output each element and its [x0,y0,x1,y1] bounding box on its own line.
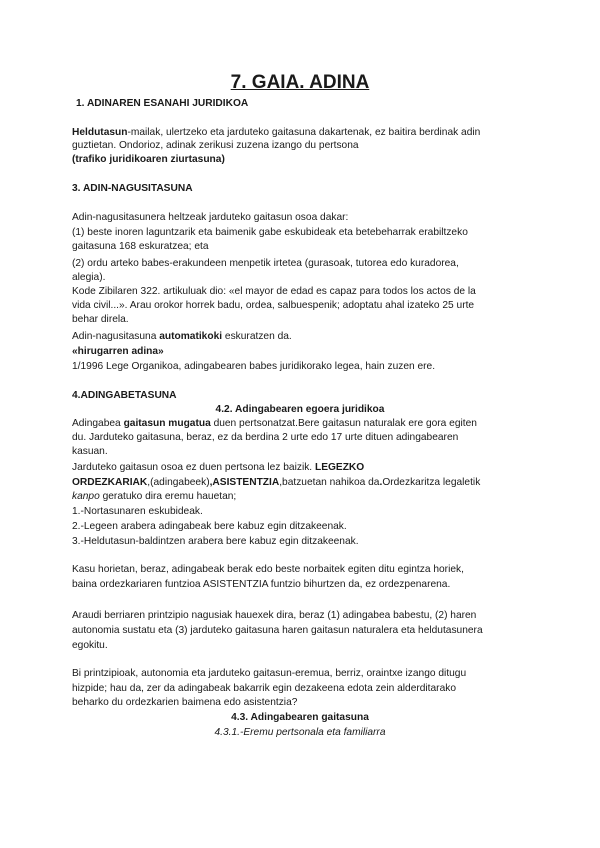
s4-line-5-b: ,(adingabeek) [147,477,210,488]
heldutasun-term: Heldutasun [72,127,128,138]
s4-line-1-a: Adingabea [72,418,124,429]
s1-line-3: (trafiko juridikoaren ziurtasuna) [72,154,225,165]
s3-line-4: (2) ordu arteko babes-erakundeen menpetik irtetea (gurasoak, tutorea edo kuradorea, [72,258,459,269]
s4-line-11: baina ordezkariaren funtzioa ASISTENTZIA funtzio bihurtzen da, ez ordezpenarena. [72,579,451,590]
gaitasun-mugatua-term: gaitasun mugatua [123,418,211,429]
s4-line-17: beharko du ordezkarien baimena edo asistentzia? [72,697,298,708]
s4-line-15: Bi printzipioak, autonomia eta jarduteko gaitasun-eremua, berriz, oraintxe izango ditugu [72,668,467,679]
s4-list-item-2: 2.-Legeen arabera adingabeak bere kabuz egin ditzakeenak. [72,521,347,532]
asistentzia-term: ,ASISTENTZIA [209,477,280,488]
s3-line-1: Adin-nagusitasunera heltzeak jarduteko gaitasun osoa dakar: [72,212,349,223]
s4-line-1 [72,418,477,430]
s3-line-9 [72,331,292,343]
section-4-heading: 4.ADINGABETASUNA [72,390,177,401]
s3-line-3: gaitasuna 168 eskuratzea; eta [72,241,209,252]
s4-line-5-f: Ordezkaritza legaletik [382,477,481,488]
s4-line-12: Araudi berriaren printzipio nagusiak hauexek dira, beraz (1) adingabea babestu, (2) haren [72,610,477,621]
s4-line-13: autonomia sustatu eta (3) jarduteko gaitasuna haren gaitasun naturalera eta heldutasunera [72,625,483,636]
s3-line-2: (1) beste inoren laguntzarik eta baimenik gabe eskubideak eta betebeharrak erabiltzeko [72,227,468,238]
s3-line-5: alegia). [72,272,106,283]
s1-line-2: guztietan. Ondorioz, adinak zerikusi zuzena izango du pertsona [72,140,359,151]
s4-line-4-a: Jarduteko gaitasun osoa ez duen pertsona lez baizik. [72,462,315,473]
s1-line-1 [72,127,480,139]
s4-line-6-b: geratuko dira eremu hauetan; [99,491,237,502]
s4-line-16: hizpide; hau da, zer da adingabeak bakarrik egin dezakeena edota zein alderditarako [72,683,456,694]
subsection-4-3-heading: 4.3. Adingabearen gaitasuna [231,712,369,723]
s4-line-5 [72,477,480,489]
s3-line-9-a: Adin-nagusitasuna [72,331,160,342]
s3-line-10: «hirugarren adina» [72,346,164,357]
s4-line-5-dot: . [379,477,383,488]
section-3-heading: 3. ADIN-NAGUSITASUNA [72,183,193,194]
s4-line-14: egokitu. [72,640,108,651]
s4-line-10: Kasu horietan, beraz, adingabeak berak edo beste norbaitek egiten ditu egintza horiek, [72,564,464,575]
s1-line-1-text: -mailak, ulertzeko eta jarduteko gaitasuna dakartenak, ez baitira berdinak adin [127,127,481,138]
s4-list-item-1: 1.-Nortasunaren eskubideak. [72,506,203,517]
legezko-term: LEGEZKO [314,462,365,473]
automatikoki-term: automatikoki [159,331,223,342]
s4-line-3: kasuan. [72,446,108,457]
document-title: 7. GAIA. ADINA [230,72,370,93]
s4-line-2: du. Jarduteko gaitasuna, beraz, ez da berdina 2 urte edo 17 urte dituen adingabearen [72,432,459,443]
kanpo-term: kanpo [72,491,100,502]
s3-line-9-c: eskuratzen da. [222,331,292,342]
s4-line-4 [72,462,364,474]
s4-line-1-c: duen pertsonatzat.Bere gaitasun naturalak ere gora egiten [210,418,477,429]
s4-list-item-3: 3.-Heldutasun-baldintzen arabera bere kabuz egin ditzakeenak. [72,536,359,547]
ordezkariak-term: ORDEZKARIAK [72,477,148,488]
s3-line-6: Kode Zibilaren 322. artikuluak dio: «el mayor de edad es capaz para todos los actos de la [72,286,476,297]
s3-line-8: behar direla. [72,314,129,325]
s4-line-6 [72,491,236,503]
subsection-4-3-1-heading: 4.3.1.-Eremu pertsonala eta familiarra [214,727,386,738]
s3-line-7: vida civil...». Arau orokor horrek badu, ordea, salbuespenik; adoptatu ahal izateko 25 urte [72,300,475,311]
s3-line-11: 1/1996 Lege Organikoa, adingabearen babes juridikorako legea, hain zuzen ere. [72,361,436,372]
section-1-heading: 1. ADINAREN ESANAHI JURIDIKOA [76,98,249,109]
subsection-4-2-heading: 4.2. Adingabearen egoera juridikoa [215,404,385,415]
s4-line-5-d: ,batzuetan nahikoa da [279,477,380,488]
